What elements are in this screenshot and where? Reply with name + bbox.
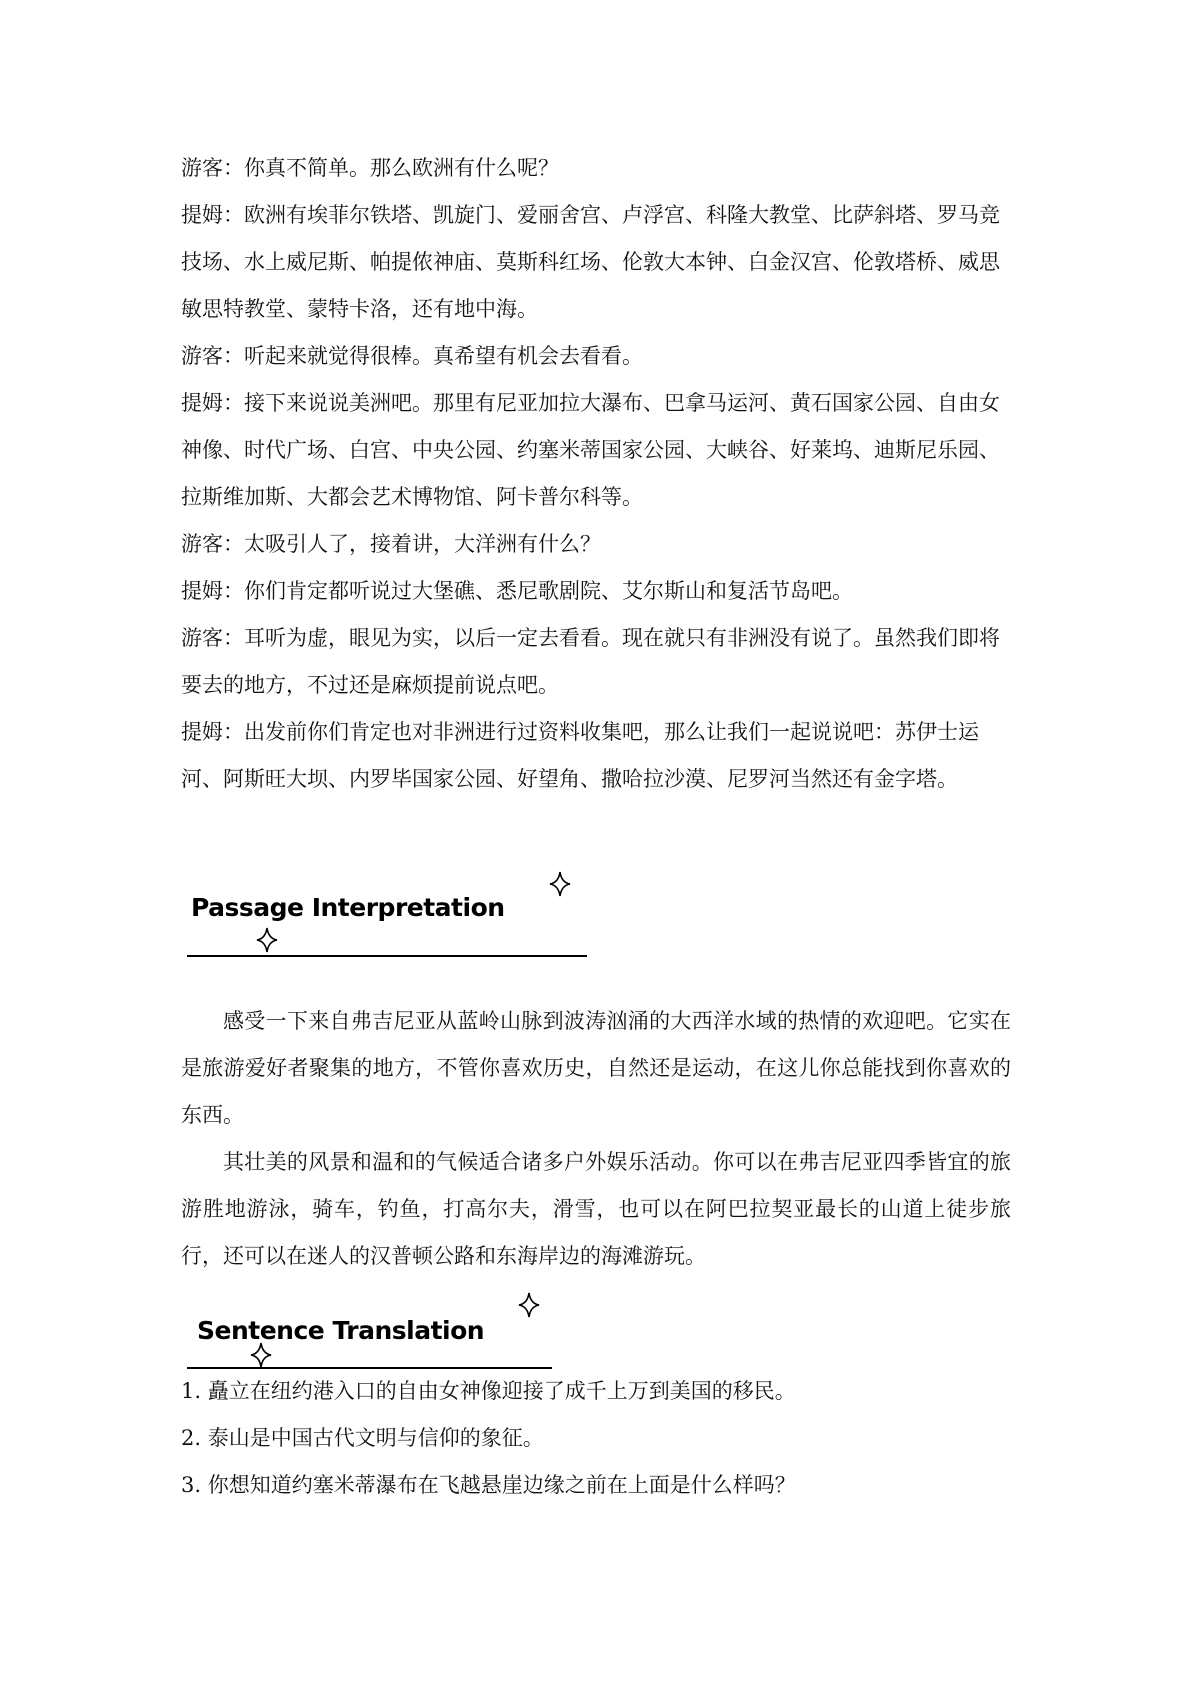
dialogue-line: 提姆：出发前你们肯定也对非洲进行过资料收集吧，那么让我们一起说说吧：苏伊士运河、阿斯旺大坝、内罗毕国家公园、好望角、撒哈拉沙漠、尼罗河当然还有金字塔。 [181,720,979,791]
heading-underline [187,955,587,957]
dialogue-line: 提姆：接下来说说美洲吧。那里有尼亚加拉大瀑布、巴拿马运河、黄石国家公园、自由女神像、时代广场、白宫、中央公园、约塞米蒂国家公园、大峡谷、好莱坞、迪斯尼乐园、拉斯维加斯、大都会艺术博物馆、阿卡普尔科等。 [181,391,1000,509]
translation-list [181,1368,1011,1509]
sentence-translation-heading: Sentence Translation [197,1316,485,1345]
translation-item: 1. 矗立在纽约港入口的自由女神像迎接了成千上万到美国的移民。 [181,1379,796,1403]
dialogue-line: 提姆：欧洲有埃菲尔铁塔、凯旋门、爱丽舍宫、卢浮宫、科隆大教堂、比萨斜塔、罗马竞技场、水上威尼斯、帕提侬神庙、莫斯科红场、伦敦大本钟、白金汉宫、伦敦塔桥、威思敏思特教堂、蒙特卡洛，还有地中海。 [181,203,1000,321]
dialogue-section [181,145,1011,803]
dialogue-line: 游客：太吸引人了，接着讲，大洋洲有什么？ [181,532,601,556]
four-point-star-icon [518,1292,540,1318]
translation-item: 2. 泰山是中国古代文明与信仰的象征。 [181,1426,544,1450]
dialogue-line: 游客：听起来就觉得很棒。真希望有机会去看看。 [181,344,643,368]
four-point-star-icon [549,871,571,897]
dialogue-line: 游客：你真不简单。那么欧洲有什么呢？ [181,156,559,180]
passage-body [181,998,1011,1280]
passage-paragraph: 感受一下来自弗吉尼亚从蓝岭山脉到波涛汹涌的大西洋水域的热情的欢迎吧。它实在是旅游爱好者聚集的地方，不管你喜欢历史，自然还是运动，在这儿你总能找到你喜欢的东西。 [181,1009,1011,1127]
dialogue-line: 游客：耳听为虚，眼见为实，以后一定去看看。现在就只有非洲没有说了。虽然我们即将要去的地方，不过还是麻烦提前说点吧。 [181,626,1000,697]
dialogue-line: 提姆：你们肯定都听说过大堡礁、悉尼歌剧院、艾尔斯山和复活节岛吧。 [181,579,853,603]
four-point-star-icon [256,927,278,953]
passage-interpretation-heading: Passage Interpretation [191,893,505,922]
passage-paragraph: 其壮美的风景和温和的气候适合诸多户外娱乐活动。你可以在弗吉尼亚四季皆宜的旅游胜地游泳，骑车，钓鱼，打高尔夫，滑雪，也可以在阿巴拉契亚最长的山道上徒步旅行，还可以在迷人的汉普顿公路和东海岸边的海滩游玩。 [181,1150,1011,1268]
translation-item: 3. 你想知道约塞米蒂瀑布在飞越悬崖边缘之前在上面是什么样吗？ [181,1473,796,1497]
four-point-star-icon [250,1342,272,1368]
